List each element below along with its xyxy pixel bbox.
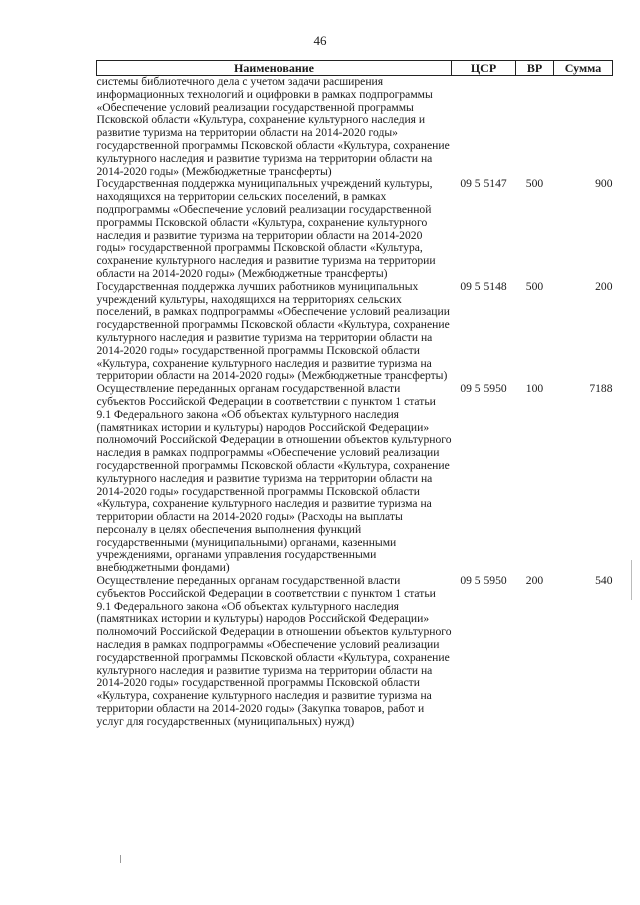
row-vr: 200 xyxy=(525,574,544,588)
row-sum xyxy=(554,76,613,179)
header-name: Наименование xyxy=(97,61,452,76)
row-sum: 200 xyxy=(595,279,613,293)
row-csr: 09 5 5950 xyxy=(460,382,507,396)
row-sum: 540 xyxy=(595,574,613,588)
table-row xyxy=(97,383,613,575)
scan-mark xyxy=(120,855,121,863)
row-vr: 500 xyxy=(525,177,544,191)
row-vr: 100 xyxy=(525,382,544,396)
page-number: 46 xyxy=(313,33,327,48)
row-name: Осуществление переданных органам государственной власти субъектов Российской Федерации в соответствии с пунктом 1 статьи 9.1 Федерального закона «Об объектах культурного наследия (памятниках истории и культуры) народов Российской Федерации» полномочий Российской Федерации в отношении объектов культурного наследия в рамках подпрограммы «Обеспечение условий реализации государственной программы Псковской области «Культура, сохранение культурного наследия и развитие туризма на территории области на 2014-2020 годы» государственной программы Псковской области «Культура, сохранение культурного наследия и развитие туризма на территории области на 2014-2020 годы» (Расходы на выплаты персоналу в целях обеспечения выполнения функций государственными (муниципальными) органами, казенными учреждениями, органами управления государственными внебюджетными фондами) xyxy=(96,382,452,575)
header-csr: ЦСР xyxy=(452,61,516,76)
table-row xyxy=(97,178,613,280)
row-name: Государственная поддержка муниципальных учреждений культуры, находящихся на территории сельских поселений, в рамках подпрограммы «Обеспечение условий реализации государственной программы Псковской области «Культура, сохранение культурного наследия и развитие туризма на территории области на 2014-2020 годы» государственной программы Псковской области «Культура, сохранение культурного наследия и развитие туризма на территории области на 2014-2020 годы» (Межбюджетные трансферты) xyxy=(96,177,436,280)
row-name: системы библиотечного дела с учетом задачи расширения информационных технологий и оцифровки в рамках подпрограммы «Обеспечение условий реализации государственной программы Псковской области «Культура, сохранение культурного наследия и развитие туризма на территории области на 2014-2020 годы» государственной программы Псковской области «Культура, сохранение культурного наследия и развитие туризма на территории области на 2014-2020 годы» (Межбюджетные трансферты) xyxy=(96,75,450,178)
header-sum: Сумма xyxy=(554,61,613,76)
row-csr: 09 5 5148 xyxy=(460,279,507,293)
row-csr: 09 5 5147 xyxy=(460,177,507,191)
table-row xyxy=(97,76,613,179)
row-name: Государственная поддержка лучших работников муниципальных учреждений культуры, находящихся на территориях сельских поселений, в рамках подпрограммы «Обеспечение условий реализации государственной программы Псковской области «Культура, сохранение культурного наследия и развитие туризма на территории области на 2014-2020 годы» государственной программы Псковской области «Культура, сохранение культурного наследия и развитие туризма на территории области на 2014-2020 годы» (Межбюджетные трансферты) xyxy=(96,279,450,383)
row-sum: 900 xyxy=(595,177,613,191)
row-csr: 09 5 5950 xyxy=(460,574,507,588)
budget-table xyxy=(96,60,613,729)
row-name: Осуществление переданных органам государственной власти субъектов Российской Федерации в соответствии с пунктом 1 статьи 9.1 Федерального закона «Об объектах культурного наследия (памятниках истории и культуры) народов Российской Федерации» полномочий Российской Федерации в отношении объектов культурного наследия в рамках подпрограммы «Обеспечение условий реализации государственной программы Псковской области «Культура, сохранение культурного наследия и развитие туризма на территории области на 2014-2020 годы» государственной программы Псковской области «Культура, сохранение культурного наследия и развитие туризма на территории области на 2014-2020 годы» (Закупка товаров, работ и услуг для государственных (муниципальных) нужд) xyxy=(96,574,452,728)
scan-margin-mark xyxy=(631,560,632,600)
table-header-row xyxy=(97,61,613,76)
table-row xyxy=(97,281,613,383)
table-row xyxy=(97,575,613,729)
row-csr xyxy=(452,76,516,179)
header-vr: ВР xyxy=(516,61,554,76)
row-vr xyxy=(516,76,554,179)
row-vr: 500 xyxy=(525,279,544,293)
row-sum: 7188 xyxy=(589,382,613,396)
